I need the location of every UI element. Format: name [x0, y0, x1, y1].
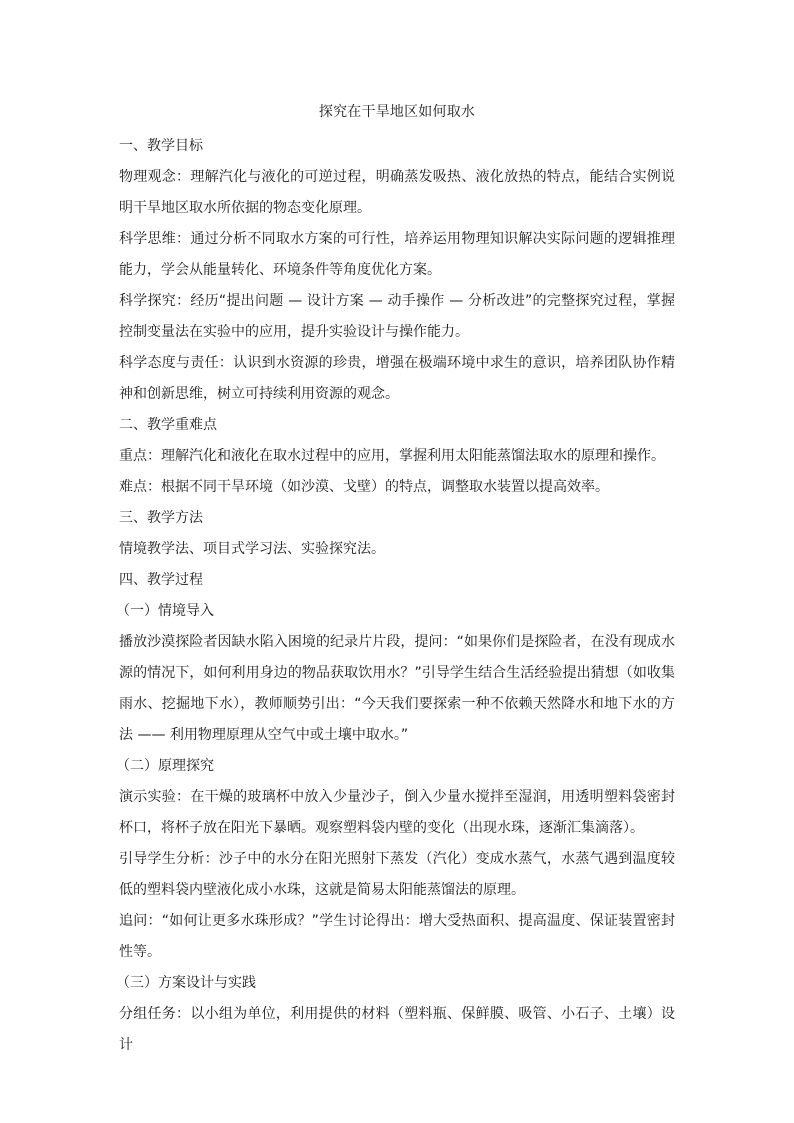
section-heading-methods: 三、教学方法	[119, 510, 203, 526]
paragraph-attitude-responsibility: 科学态度与责任：认识到水资源的珍贵，增强在极端环境中求生的意识，培养团队协作精神和创新思维，树立可持续利用资源的观念。	[119, 355, 675, 402]
paragraph-methods: 情境教学法、项目式学习法、实验探究法。	[119, 541, 385, 557]
subheading-design-practice: （三）方案设计与实践	[116, 975, 256, 991]
paragraph-guided-analysis: 引导学生分析：沙子中的水分在阳光照射下蒸发（汽化）变成水蒸气，水蒸气遇到温度较低的塑料袋内壁液化成小水珠，这就是简易太阳能蒸馏法的原理。	[119, 851, 675, 898]
document-body	[116, 102, 675, 1061]
paragraph-demo-experiment: 演示实验：在干燥的玻璃杯中放入少量沙子，倒入少量水搅拌至湿润，用透明塑料袋密封杯口，将杯子放在阳光下暴晒。观察塑料袋内壁的变化（出现水珠，逐渐汇集滴落）。	[119, 789, 675, 836]
paragraph-group-task: 分组任务：以小组为单位，利用提供的材料（塑料瓶、保鲜膜、吸管、小石子、土壤）设计	[119, 1006, 675, 1053]
paragraph-difficult-point: 难点：根据不同干旱环境（如沙漠、戈壁）的特点，调整取水装置以提高效率。	[119, 479, 609, 495]
section-heading-process: 四、教学过程	[119, 572, 203, 588]
subheading-introduction: （一）情境导入	[116, 603, 214, 619]
paragraph-key-point: 重点：理解汽化和液化在取水过程中的应用，掌握利用太阳能蒸馏法取水的原理和操作。	[119, 448, 665, 464]
paragraph-introduction: 播放沙漠探险者因缺水陷入困境的纪录片片段，提问：“如果你们是探险者，在没有现成水源的情况下，如何利用身边的物品获取饮用水？”引导学生结合生活经验提出猜想（如收集雨水、挖掘地下水），教师顺势引出：“今天我们要探索一种不依赖天然降水和地下水的方法 —— 利用物理原理从空气中或土壤中取水。”	[119, 634, 675, 743]
paragraph-physics-concept: 物理观念：理解汽化与液化的可逆过程，明确蒸发吸热、液化放热的特点，能结合实例说明干旱地区取水所依据的物态变化原理。	[119, 169, 675, 216]
paragraph-scientific-inquiry: 科学探究：经历“提出问题 — 设计方案 — 动手操作 — 分析改进”的完整探究过程，掌握控制变量法在实验中的应用，提升实验设计与操作能力。	[119, 293, 675, 340]
paragraph-scientific-thinking: 科学思维：通过分析不同取水方案的可行性，培养运用物理知识解决实际问题的逻辑推理能力，学会从能量转化、环境条件等角度优化方案。	[119, 231, 675, 278]
section-heading-key-points: 二、教学重难点	[119, 417, 217, 433]
document-title: 探究在干旱地区如何取水	[318, 104, 476, 120]
paragraph-follow-up-question: 追问：“如何让更多水珠形成？”学生讨论得出：增大受热面积、提高温度、保证装置密封性等。	[119, 913, 675, 960]
section-heading-objectives: 一、教学目标	[119, 138, 203, 154]
subheading-principle: （二）原理探究	[116, 758, 214, 774]
